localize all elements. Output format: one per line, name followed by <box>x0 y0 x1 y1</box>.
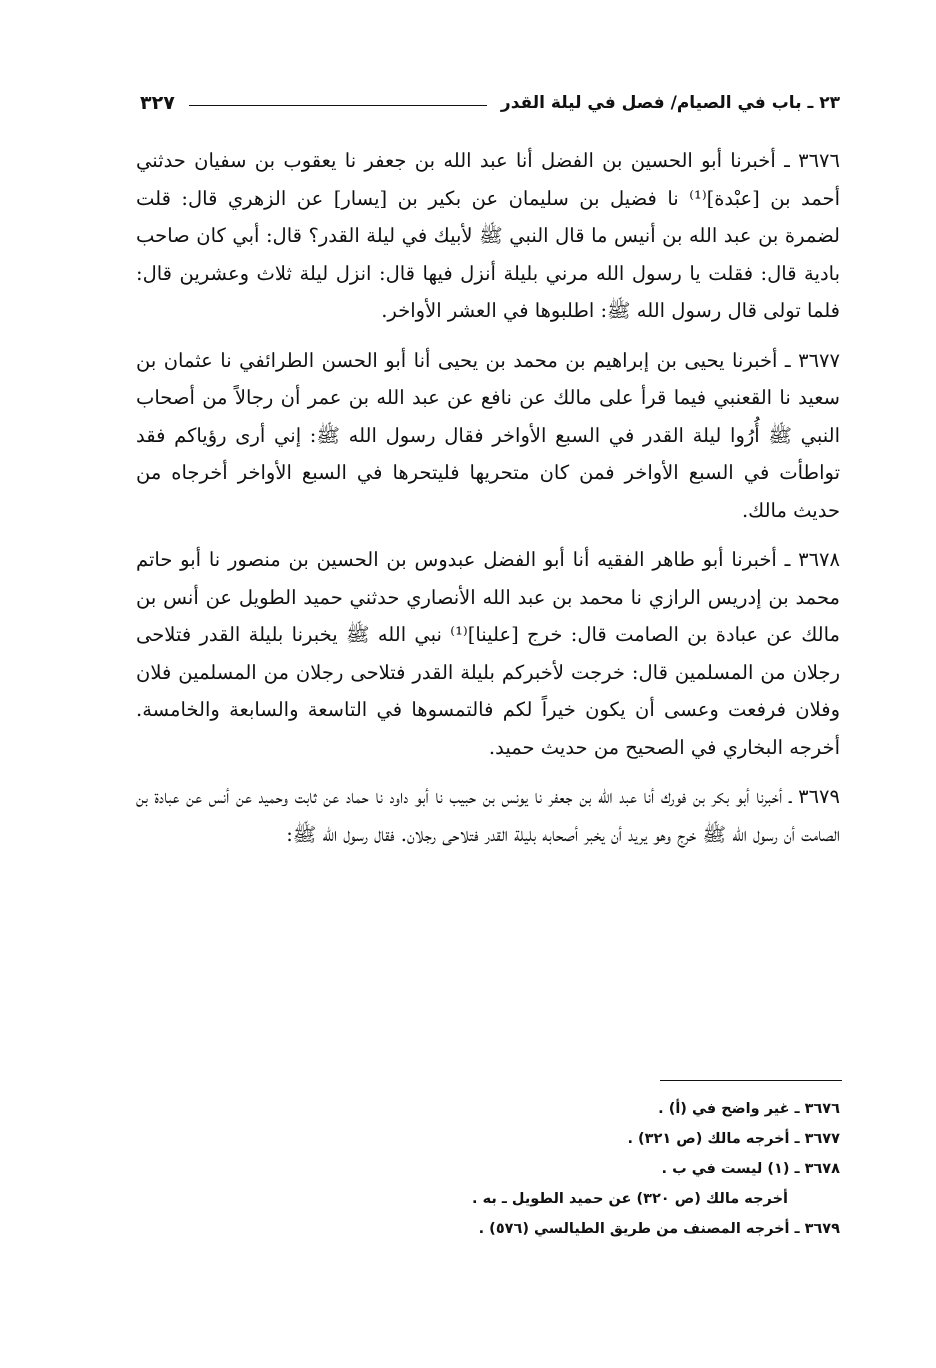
hadith-text: أخبرنا يحيى بن إبراهيم بن محمد بن يحيى أنا أبو الحسن الطرائفي نا عثمان بن سعيد نا القعنبي فيما قرأ على مالك عن نافع عن عبد الله بن عمر أن رجالاً من أصحاب النبي ﷺ أُرُوا ليلة القدر في السبع الأواخر فقال رسول الله ﷺ: إني أرى رؤياكم فقد تواطأت في السبع الأواخر فمن كان متحريها فليتحرها في السبع الأواخر أخرجاه من حديث مالك. <box>136 348 840 522</box>
footnote: ٣٦٧٨ ـ (١) ليست في ب . <box>661 1161 840 1177</box>
footnote-divider <box>660 1080 842 1081</box>
header-divider <box>189 105 487 106</box>
hadith-paragraph <box>136 142 840 330</box>
footnote: أخرجه مالك (ص ٣٢٠) عن حميد الطويل ـ به . <box>472 1191 788 1207</box>
footnotes <box>300 1094 840 1244</box>
chapter-title: ٢٣ ـ باب في الصيام/ فصل في ليلة القدر <box>500 93 840 113</box>
running-header <box>140 88 840 118</box>
hadith-text: أخبرنا أبو الحسين بن الفضل أنا عبد الله بن جعفر نا يعقوب بن سفيان حدثني أحمد بن [عبْدة]⁽¹⁾ نا فضيل بن سليمان عن بكير بن [يسار] عن الزهري قال: قلت لضمرة بن عبد الله بن أنيس ما قال النبي ﷺ لأبيك في ليلة القدر؟ قال: أبي كان صاحب بادية قال: فقلت يا رسول الله مرني بليلة أنزل فيها قال: انزل ليلة ثلاث وعشرين قال: فلما تولى قال رسول الله ﷺ: اطلبوها في العشر الأواخر. <box>136 149 840 322</box>
hadith-text: أخبرنا أبو بكر بن فورك أنا عبد الله بن جعفر نا يونس بن حبيب نا أبو داود نا حماد عن ثابت وحميد عن أنس عن عبادة بن الصامت أن رسول الله ﷺ خرج وهو يريد أن يخبر أصحابه بليلة القدر فتلاحى رجلان. فقال رسول الله ﷺ: <box>136 785 840 846</box>
hadith-paragraph <box>136 778 840 853</box>
hadith-number: ٣٦٧٧ ـ <box>784 348 840 372</box>
hadith-number: ٣٦٧٩ ـ <box>789 785 841 808</box>
main-text <box>136 142 840 865</box>
hadith-paragraph <box>136 342 840 530</box>
hadith-paragraph <box>136 541 840 766</box>
footnote: ٣٦٧٩ ـ أخرجه المصنف من طريق الطيالسي (٥٧٦) . <box>478 1221 840 1237</box>
hadith-number: ٣٦٧٦ ـ <box>784 149 840 172</box>
page-number: ٣٢٧ <box>140 92 175 114</box>
footnote: ٣٦٧٦ ـ غير واضح في (أ) . <box>658 1101 840 1117</box>
footnote: ٣٦٧٧ ـ أخرجه مالك (ص ٣٢١) . <box>627 1131 840 1147</box>
hadith-text: أخبرنا أبو طاهر الفقيه أنا أبو الفضل عبدوس بن الحسين بن منصور نا أبو حاتم محمد بن إدريس الرازي نا محمد بن عبد الله الأنصاري حدثني حميد الطويل عن أنس بن مالك عن عبادة بن الصامت قال: خرج [علينا]⁽¹⁾ نبي الله ﷺ يخبرنا بليلة القدر فتلاحى رجلان من المسلمين قال: خرجت لأخبركم بليلة القدر فتلاحى رجلان من المسلمين فلان وفلان فرفعت وعسى أن يكون خيراً لكم فالتمسوها في التاسعة والسابعة والخامسة. أخرجه البخاري في الصحيح من حديث حميد. <box>136 548 840 759</box>
hadith-number: ٣٦٧٨ ـ <box>784 548 840 571</box>
